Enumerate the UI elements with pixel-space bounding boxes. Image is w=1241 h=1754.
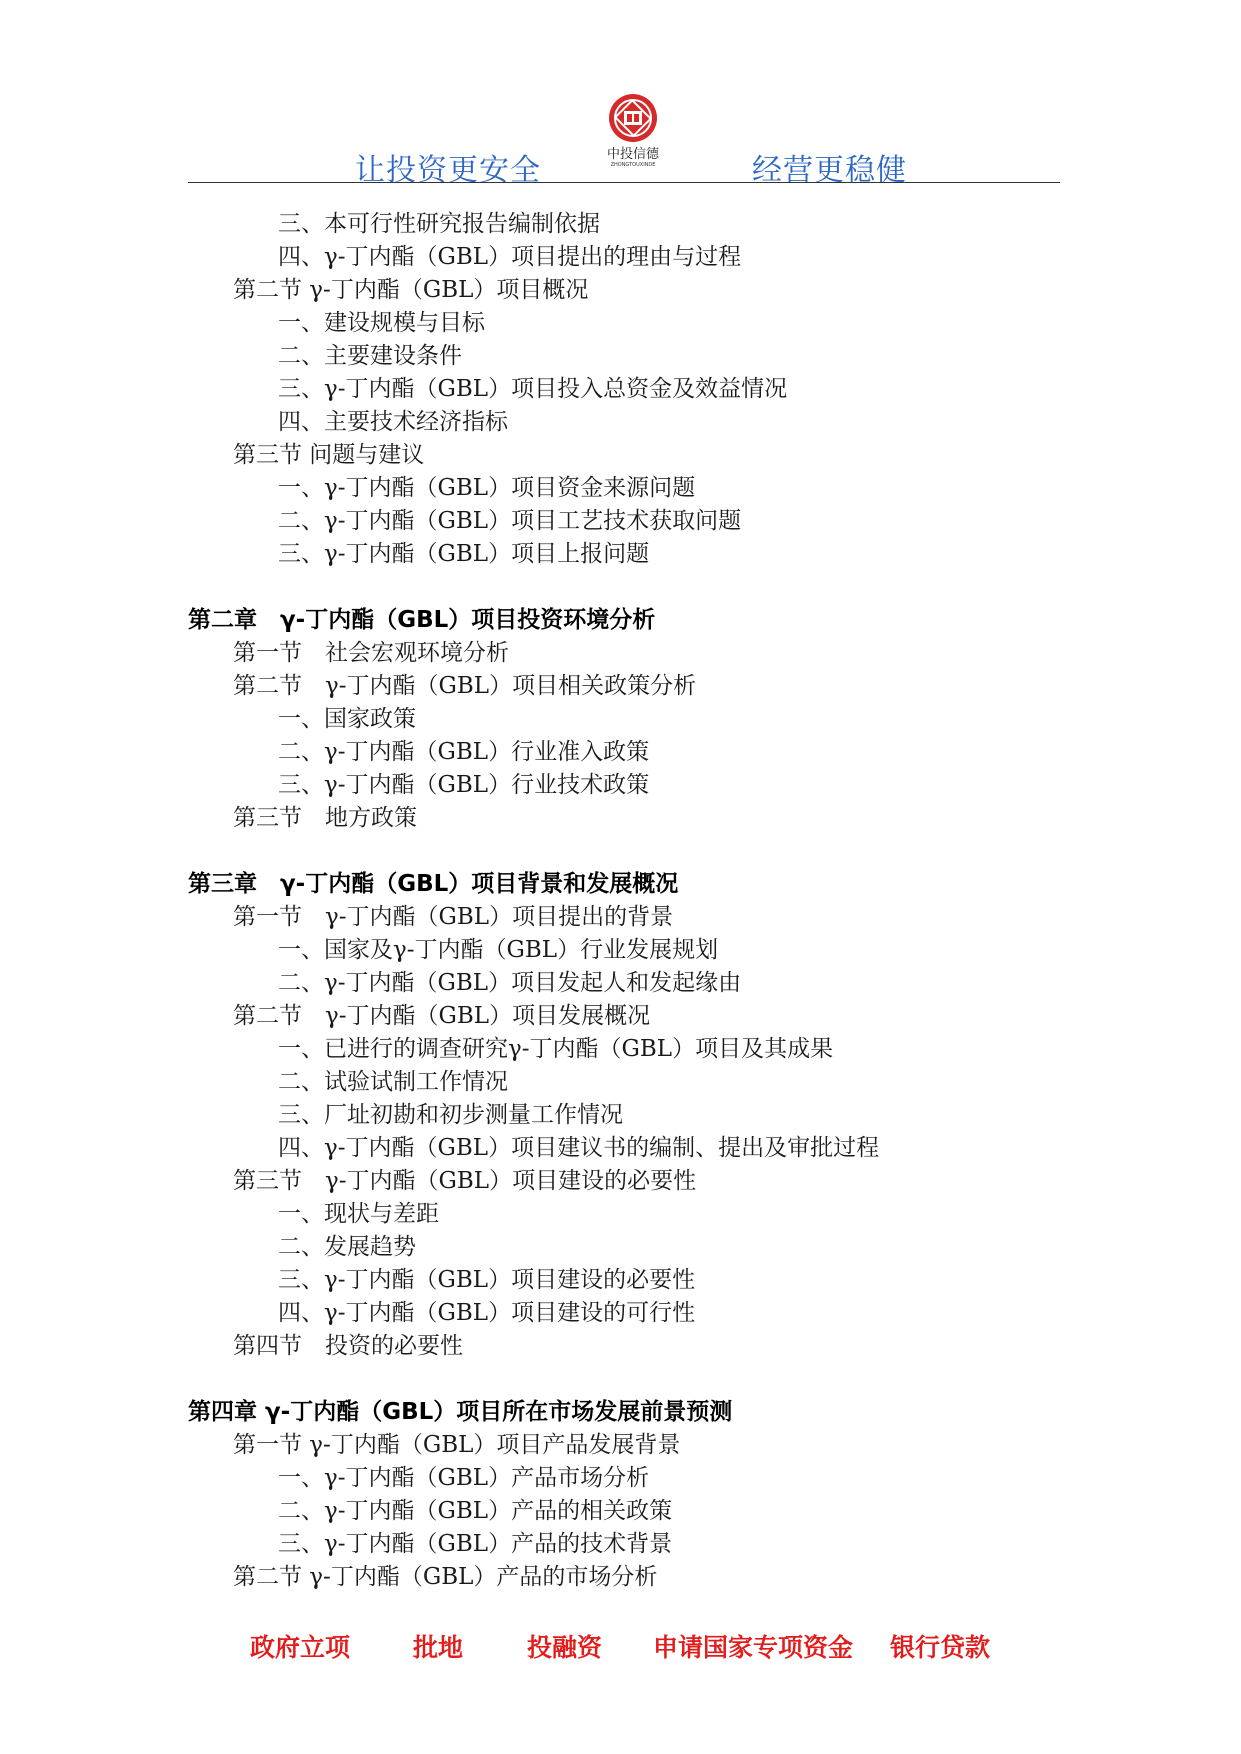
logo-subtext: ZHONGTOUXINDE — [610, 162, 656, 168]
page-footer — [0, 1628, 1241, 1668]
toc-item: 三、厂址初勘和初步测量工作情况 — [278, 1102, 623, 1128]
toc-section: 第一节 γ-丁内酯（GBL）项目产品发展背景 — [233, 1432, 681, 1458]
toc-item: 四、γ-丁内酯（GBL）项目提出的理由与过程 — [278, 244, 742, 270]
toc-item: 一、国家政策 — [278, 706, 416, 732]
toc-item: 一、γ-丁内酯（GBL）产品市场分析 — [278, 1465, 650, 1491]
toc-section: 第二节 γ-丁内酯（GBL）项目发展概况 — [233, 1003, 651, 1029]
toc-section: 第一节 社会宏观环境分析 — [233, 640, 509, 666]
toc-item: 二、γ-丁内酯（GBL）项目工艺技术获取问题 — [278, 508, 742, 534]
toc-section: 第二节 γ-丁内酯（GBL）项目相关政策分析 — [233, 673, 697, 699]
table-of-contents — [0, 208, 1241, 1594]
toc-spacer — [0, 835, 1241, 868]
footer-item-bank-loan: 银行贷款 — [890, 1633, 991, 1662]
toc-item: 四、γ-丁内酯（GBL）项目建议书的编制、提出及审批过程 — [278, 1135, 880, 1161]
toc-chapter: 第二章 γ-丁内酯（GBL）项目投资环境分析 — [188, 607, 656, 633]
footer-item-financing: 投融资 — [527, 1633, 603, 1662]
toc-item: 三、γ-丁内酯（GBL）项目上报问题 — [278, 541, 650, 567]
toc-item: 一、建设规模与目标 — [278, 310, 485, 336]
toc-chapter: 第四章 γ-丁内酯（GBL）项目所在市场发展前景预测 — [188, 1399, 733, 1425]
toc-item: 三、γ-丁内酯（GBL）产品的技术背景 — [278, 1531, 673, 1557]
toc-item: 三、γ-丁内酯（GBL）项目投入总资金及效益情况 — [278, 376, 788, 402]
toc-section: 第二节 γ-丁内酯（GBL）项目概况 — [233, 277, 589, 303]
toc-section: 第三节 地方政策 — [233, 805, 417, 831]
toc-section: 第三节 问题与建议 — [233, 442, 425, 468]
toc-section: 第四节 投资的必要性 — [233, 1333, 463, 1359]
toc-item: 一、现状与差距 — [278, 1201, 439, 1227]
toc-spacer — [0, 571, 1241, 604]
toc-item: 三、本可行性研究报告编制依据 — [278, 211, 600, 237]
toc-item: 一、γ-丁内酯（GBL）项目资金来源问题 — [278, 475, 696, 501]
logo-text: 中投信德 — [606, 147, 659, 162]
toc-item: 二、γ-丁内酯（GBL）产品的相关政策 — [278, 1498, 673, 1524]
toc-item: 一、已进行的调查研究γ-丁内酯（GBL）项目及其成果 — [278, 1036, 834, 1062]
slogan-right: 经营更稳健 — [752, 153, 907, 188]
toc-item: 二、发展趋势 — [278, 1234, 416, 1260]
toc-item: 四、主要技术经济指标 — [278, 409, 508, 435]
logo-emblem-icon — [598, 92, 668, 148]
toc-item: 二、主要建设条件 — [278, 343, 462, 369]
toc-item: 一、国家及γ-丁内酯（GBL）行业发展规划 — [278, 937, 719, 963]
toc-item: 四、γ-丁内酯（GBL）项目建设的可行性 — [278, 1300, 696, 1326]
page-header — [0, 0, 1241, 190]
company-logo — [598, 92, 668, 172]
toc-item: 三、γ-丁内酯（GBL）行业技术政策 — [278, 772, 650, 798]
header-divider — [188, 182, 1060, 183]
slogan-left: 让投资更安全 — [355, 153, 541, 188]
toc-item: 二、试验试制工作情况 — [278, 1069, 508, 1095]
footer-item-government-approval: 政府立项 — [250, 1633, 351, 1662]
toc-spacer — [0, 1363, 1241, 1396]
toc-section: 第三节 γ-丁内酯（GBL）项目建设的必要性 — [233, 1168, 697, 1194]
toc-section: 第二节 γ-丁内酯（GBL）产品的市场分析 — [233, 1564, 658, 1590]
toc-chapter: 第三章 γ-丁内酯（GBL）项目背景和发展概况 — [188, 871, 679, 897]
footer-item-land-approval: 批地 — [413, 1633, 464, 1662]
toc-item: 三、γ-丁内酯（GBL）项目建设的必要性 — [278, 1267, 696, 1293]
footer-item-special-funds: 申请国家专项资金 — [653, 1633, 854, 1662]
toc-item: 二、γ-丁内酯（GBL）行业准入政策 — [278, 739, 650, 765]
toc-item: 二、γ-丁内酯（GBL）项目发起人和发起缘由 — [278, 970, 742, 996]
toc-section: 第一节 γ-丁内酯（GBL）项目提出的背景 — [233, 904, 674, 930]
